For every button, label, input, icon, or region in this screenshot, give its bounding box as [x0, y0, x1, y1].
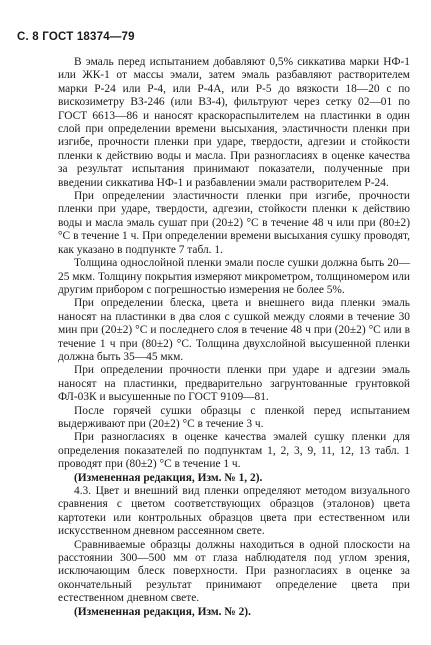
paragraph-sikkativ: В эмаль перед испытанием добавляют 0,5% сиккатива марки НФ-1 или ЖК-1 от массы эмали, затем эмаль разбавляют растворителем марки Р-24 или Р-4, или Р-4А, или Р-5 до вязкости 18—20 с по вискозиметру ВЗ-246 (или ВЗ-4), фильтруют через сетку 02—01 по ГОСТ 6613—86 и наносят краскораспылителем на пластинки в один слой при определении времени высыхания, эластичности пленки при изгибе, прочности пленки при ударе, твердости, адгезии и стойкости пленки к действию воды и масла. При разногласиях в оценке качества за результат испытания принимают показатели, полученные при введении сиккатива НФ-1 и разбавлении эмали растворителем Р-24.	[58, 56, 410, 189]
page-header: С. 8 ГОСТ 18374—79	[17, 31, 135, 43]
paragraph-gloss-color: При определении блеска, цвета и внешнего вида пленки эмаль наносят на пластинки в два слоя с сушкой между слоями в течение 30 мин при (20±2) °С и последнего слоя в течение 48 ч при (20±2) °С или в течение 1 ч при (80±2) °С. Толщина двухслойной высушенной пленки должна быть 35—45 мкм.	[58, 297, 410, 363]
paragraph-impact-adhesion: При определении прочности пленки при ударе и адгезии эмаль наносят на пластинки, предварительно загрунтованные грунтовкой ФЛ-03К и высушенные по ГОСТ 9109—81.	[58, 364, 410, 404]
revision-note-1: (Измененная редакция, Изм. № 1, 2).	[74, 471, 263, 484]
paragraph-hot-drying: После горячей сушки образцы с пленкой перед испытанием выдерживают при (20±2) °С в течение 3 ч.	[58, 404, 410, 430]
paragraph-4-3: 4.3. Цвет и внешний вид пленки определяют методом визуального сравнения с цветом соответствующих образцов (эталонов) цвета картотеки или контрольных образцов цвета при естественном или искусственном дневном рассеянном свете.	[58, 485, 410, 538]
paragraph-disagreements: При разногласиях в оценке качества эмалей сушку пленки для определения показателей по подпунктам 1, 2, 3, 9, 11, 12, 13 табл. 1 проводят при (80±2) °С в течение 1 ч.	[58, 431, 410, 471]
paragraph-comparison: Сравниваемые образцы должны находиться в одной плоскости на расстоянии 300—500 мм от глаза наблюдателя под углом зрения, исключающим блеск поверхности. При разногласиях в оценке за окончательный результат принимают определение цвета при естественном дневном свете.	[58, 538, 410, 605]
revision-note-2: (Измененная редакция, Изм. № 2).	[74, 605, 251, 618]
body-text	[58, 56, 410, 619]
paragraph-film-thickness: Толщина однослойной пленки эмали после сушки должна быть 20—25 мкм. Толщину покрытия измеряют микрометром, толщиномером или другим прибором с погрешностью измерения не более 5%.	[58, 257, 410, 296]
paragraph-drying-conditions: При определении эластичности пленки при изгибе, прочности пленки при ударе, твердости, адгезии, стойкости пленки к действию воды и масла эмаль сушат при (20±2) °С в течение 48 ч или при (80±2) °С в течение 1 ч. При определении времени высыхания сушку проводят, как указано в подпункте 7 табл. 1.	[58, 190, 410, 256]
